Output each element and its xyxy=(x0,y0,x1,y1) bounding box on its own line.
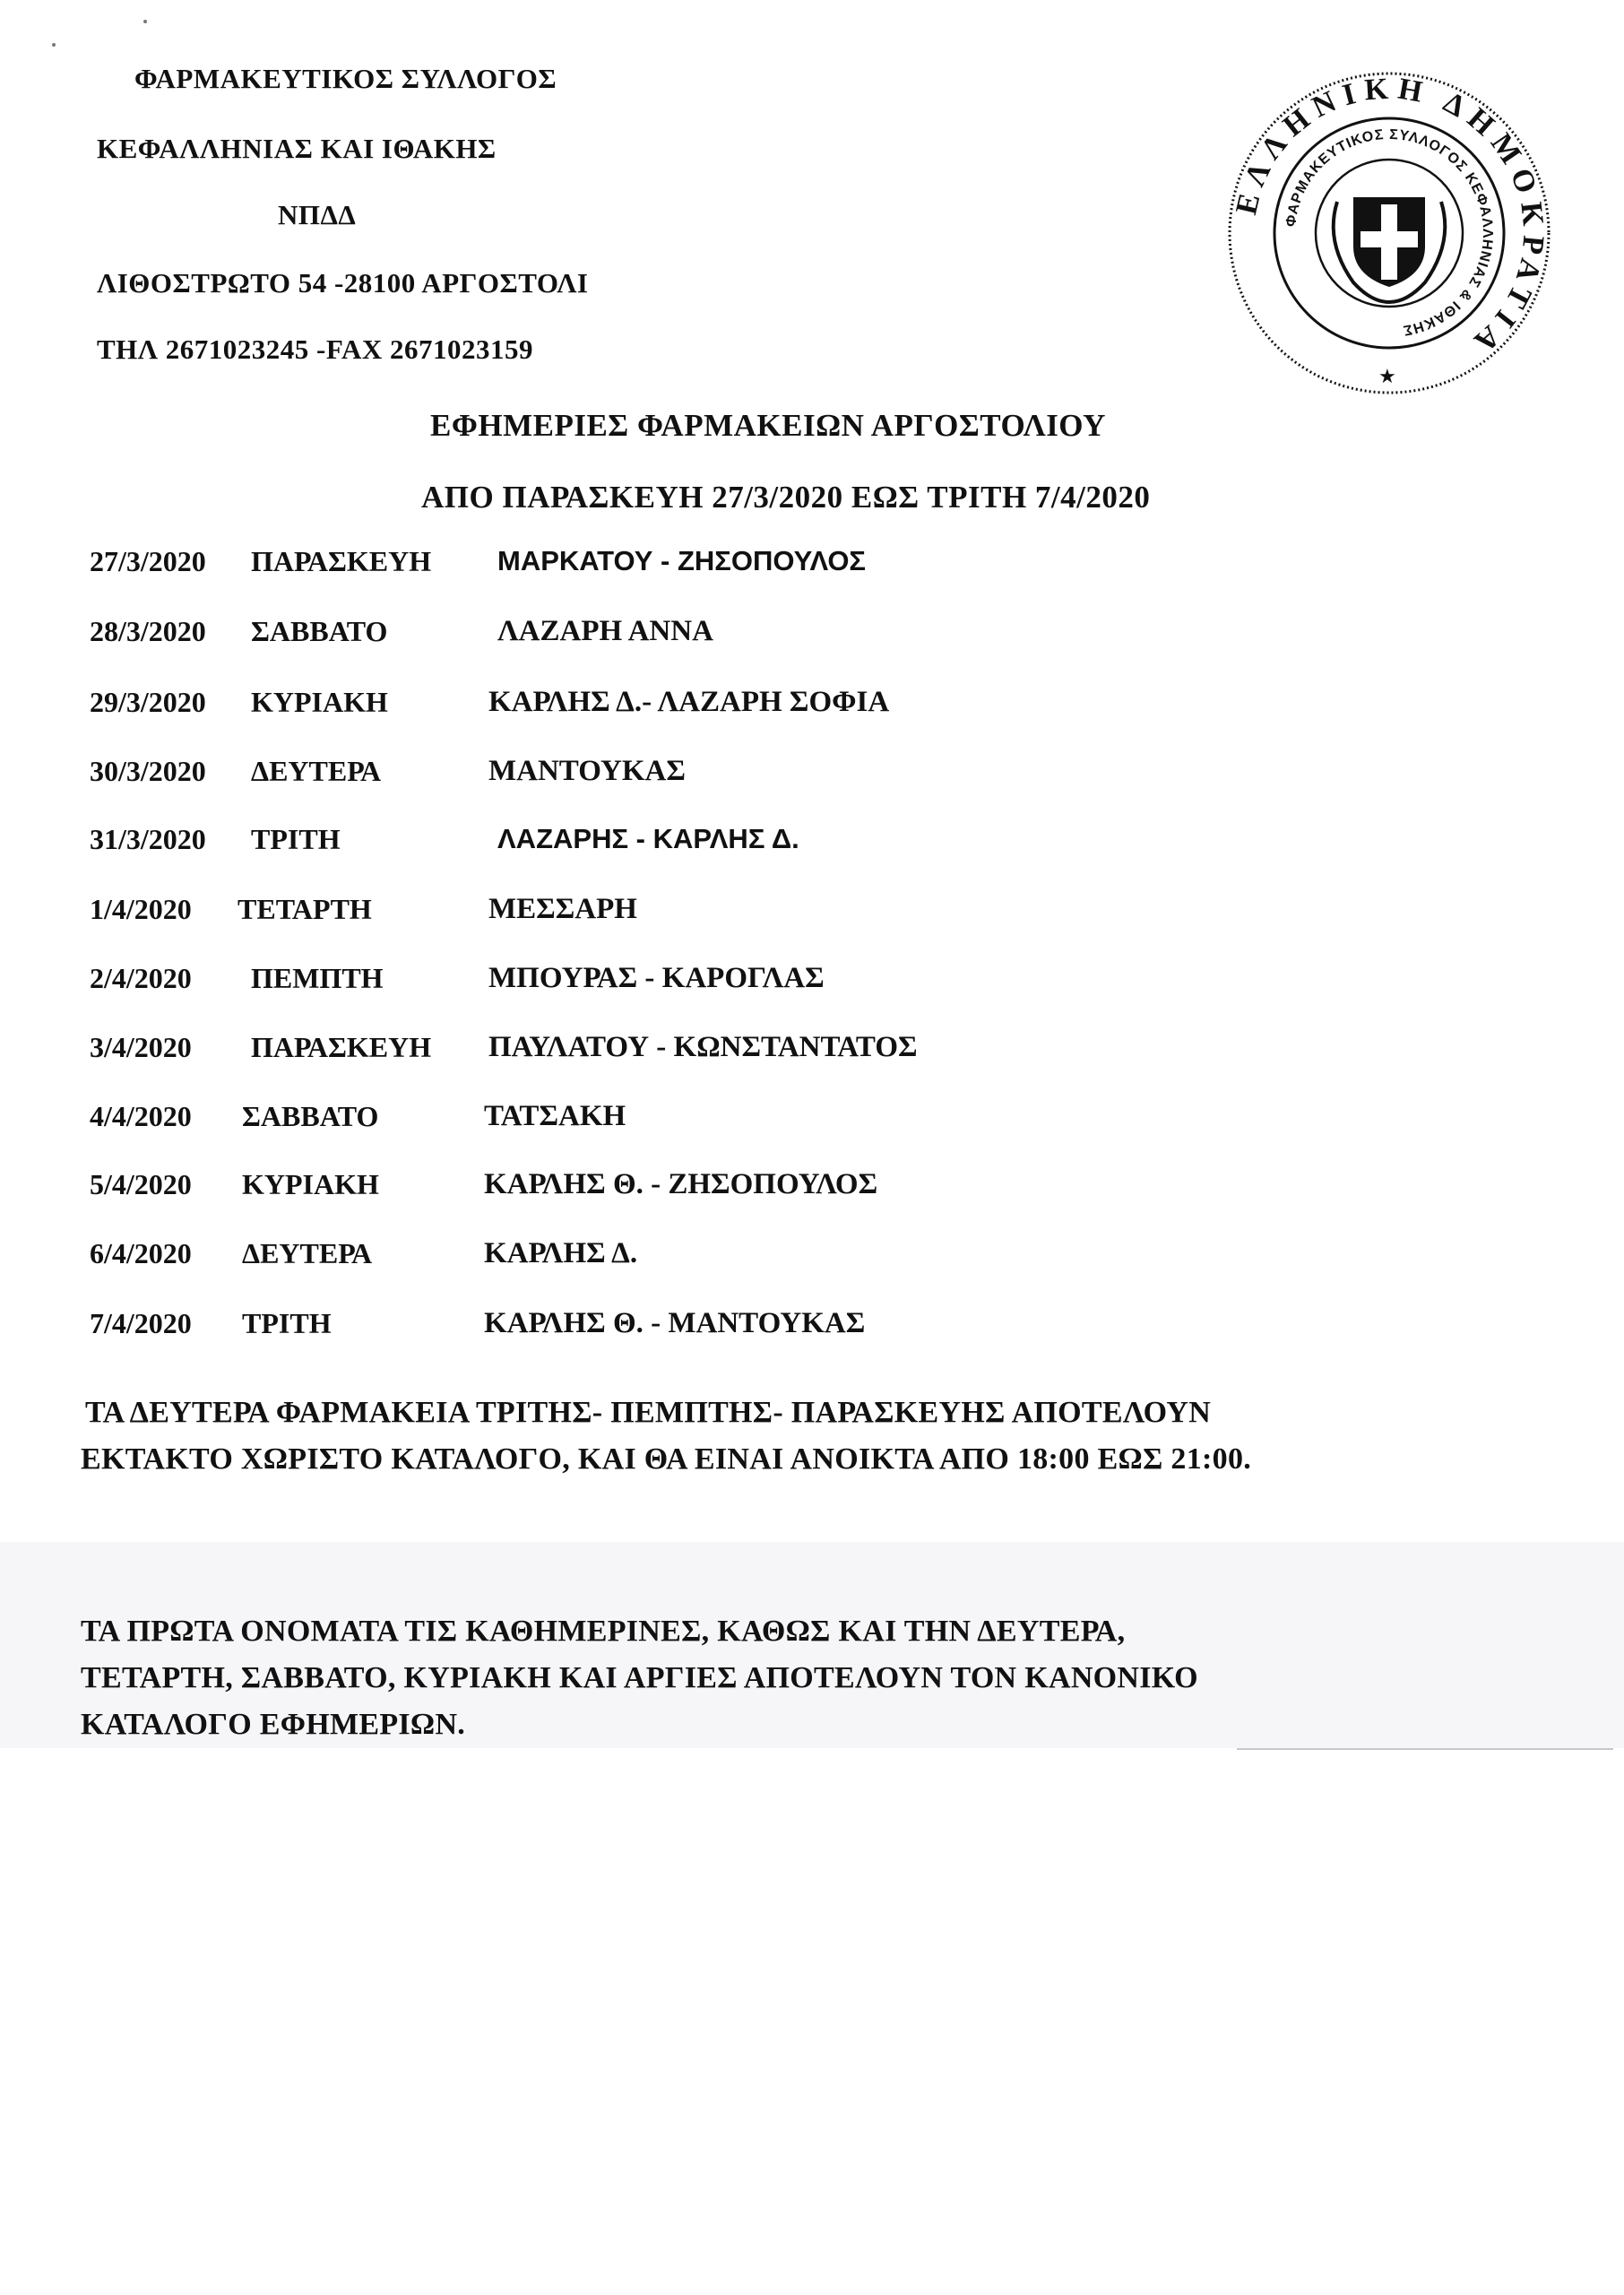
row-date: 3/4/2020 xyxy=(90,1031,192,1063)
row-date: 6/4/2020 xyxy=(90,1237,192,1269)
seal-outer-text: ΕΛΛΗΝΙΚΗ ΔΗΜΟΚΡΑΤΙΑ xyxy=(1230,72,1551,364)
row-date: 30/3/2020 xyxy=(90,755,206,787)
row-day: ΔΕΥΤΕΡΑ xyxy=(251,755,382,787)
row-date: 1/4/2020 xyxy=(90,893,192,925)
row-pharmacies: ΤΑΤΣΑΚΗ xyxy=(484,1100,626,1132)
row-pharmacies: ΜΠΟΥΡΑΣ - ΚΑΡΟΓΛΑΣ xyxy=(488,962,825,994)
row-pharmacies: ΜΑΝΤΟΥΚΑΣ xyxy=(488,755,686,787)
schedule-row xyxy=(0,823,1255,868)
note-line: ΚΑΤΑΛΟΓΟ ΕΦΗΜΕΡΙΩΝ. xyxy=(81,1708,466,1741)
scan-speck xyxy=(52,43,56,47)
row-pharmacies: ΚΑΡΛΗΣ Δ.- ΛΑΖΑΡΗ ΣΟΦΙΑ xyxy=(488,686,890,718)
note-line: ΕΚΤΑΚΤΟ ΧΩΡΙΣΤΟ ΚΑΤΑΛΟΓΟ, ΚΑΙ ΘΑ ΕΙΝΑΙ ΑΝΟΙΚΤΑ ΑΠΟ 18:00 ΕΩΣ 21:00. xyxy=(81,1442,1252,1476)
scan-speck xyxy=(143,20,147,23)
greek-coat-of-arms-icon xyxy=(1334,197,1446,302)
row-date: 5/4/2020 xyxy=(90,1168,192,1200)
scan-edge-line xyxy=(1237,1748,1613,1750)
seal-star-icon: ★ xyxy=(1378,365,1396,387)
official-seal xyxy=(1219,67,1559,399)
row-pharmacies: ΚΑΡΛΗΣ Δ. xyxy=(484,1237,638,1269)
row-pharmacies: ΠΑΥΛΑΤΟΥ - ΚΩΝΣΤΑΝΤΑΤΟΣ xyxy=(488,1031,918,1063)
note-line: ΤΑ ΠΡΩΤΑ ΟΝΟΜΑΤΑ ΤΙΣ ΚΑΘΗΜΕΡΙΝΕΣ, ΚΑΘΩΣ ΚΑΙ ΤΗΝ ΔΕΥΤΕΡΑ, xyxy=(81,1615,1126,1648)
org-address: ΛΙΘΟΣΤΡΩΤΟ 54 -28100 ΑΡΓΟΣΤΟΛΙ xyxy=(97,267,589,299)
seal-inner-text: ΦΑΡΜΑΚΕΥΤΙΚΟΣ ΣΥΛΛΟΓΟΣ ΚΕΦΑΛΛΗΝΙΑΣ & ΙΘΑΚΗΣ xyxy=(1283,126,1496,338)
row-pharmacies: ΜΑΡΚΑΤΟΥ - ΖΗΣΟΠΟΥΛΟΣ xyxy=(497,545,867,576)
row-date: 28/3/2020 xyxy=(90,615,206,647)
row-pharmacies: ΛΑΖΑΡΗ ΑΝΝΑ xyxy=(497,615,713,647)
schedule-row xyxy=(0,962,1255,1007)
row-date: 27/3/2020 xyxy=(90,545,206,577)
row-pharmacies: ΜΕΣΣΑΡΗ xyxy=(488,893,637,925)
row-pharmacies: ΚΑΡΛΗΣ Θ. - ΜΑΝΤΟΥΚΑΣ xyxy=(484,1307,866,1339)
schedule-row xyxy=(0,1031,1255,1076)
row-day: ΠΑΡΑΣΚΕΥΗ xyxy=(251,1031,432,1063)
row-date: 2/4/2020 xyxy=(90,962,192,994)
row-day: ΠΕΜΠΤΗ xyxy=(251,962,384,994)
schedule-row xyxy=(0,755,1255,800)
row-day: ΣΑΒΒΑΤΟ xyxy=(251,615,388,647)
schedule-row xyxy=(0,686,1255,731)
schedule-row xyxy=(0,1307,1255,1352)
row-day: ΠΑΡΑΣΚΕΥΗ xyxy=(251,545,432,577)
row-date: 31/3/2020 xyxy=(90,823,206,855)
row-pharmacies: ΚΑΡΛΗΣ Θ. - ΖΗΣΟΠΟΥΛΟΣ xyxy=(484,1168,878,1200)
row-date: 4/4/2020 xyxy=(90,1100,192,1132)
schedule-row xyxy=(0,1168,1255,1213)
row-day: ΚΥΡΙΑΚΗ xyxy=(251,686,388,718)
schedule-row xyxy=(0,1100,1255,1145)
note-line: ΤΕΤΑΡΤΗ, ΣΑΒΒΑΤΟ, ΚΥΡΙΑΚΗ ΚΑΙ ΑΡΓΙΕΣ ΑΠΟΤΕΛΟΥΝ ΤΟΝ ΚΑΝΟΝΙΚΟ xyxy=(81,1661,1198,1694)
row-day: ΣΑΒΒΑΤΟ xyxy=(242,1100,379,1132)
schedule-row xyxy=(0,615,1255,660)
row-pharmacies: ΛΑΖΑΡΗΣ - ΚΑΡΛΗΣ Δ. xyxy=(497,823,799,854)
org-name-line1: ΦΑΡΜΑΚΕΥΤΙΚΟΣ ΣΥΛΛΟΓΟΣ xyxy=(134,63,557,94)
schedule-row xyxy=(0,893,1255,938)
row-day: ΤΕΤΑΡΤΗ xyxy=(238,893,372,925)
row-day: ΤΡΙΤΗ xyxy=(242,1307,332,1339)
org-type: ΝΠΔΔ xyxy=(278,199,357,230)
schedule-row xyxy=(0,1237,1255,1282)
row-day: ΤΡΙΤΗ xyxy=(251,823,341,855)
org-phone-fax: ΤΗΛ 2671023245 -FAX 2671023159 xyxy=(97,333,533,365)
row-date: 7/4/2020 xyxy=(90,1307,192,1339)
schedule-row xyxy=(0,545,1255,590)
note-line: ΤΑ ΔΕΥΤΕΡΑ ΦΑΡΜΑΚΕΙΑ ΤΡΙΤΗΣ- ΠΕΜΠΤΗΣ- ΠΑΡΑΣΚΕΥΗΣ ΑΠΟΤΕΛΟΥΝ xyxy=(85,1396,1212,1429)
row-day: ΔΕΥΤΕΡΑ xyxy=(242,1237,373,1269)
document-title: ΕΦΗΜΕΡΙΕΣ ΦΑΡΜΑΚΕΙΩΝ ΑΡΓΟΣΤΟΛΙΟΥ xyxy=(430,408,1106,443)
row-day: ΚΥΡΙΑΚΗ xyxy=(242,1168,379,1200)
row-date: 29/3/2020 xyxy=(90,686,206,718)
org-name-line2: ΚΕΦΑΛΛΗΝΙΑΣ ΚΑΙ ΙΘΑΚΗΣ xyxy=(97,133,497,164)
document-subtitle: ΑΠΟ ΠΑΡΑΣΚΕΥΗ 27/3/2020 ΕΩΣ ΤΡΙΤΗ 7/4/2020 xyxy=(421,480,1151,515)
